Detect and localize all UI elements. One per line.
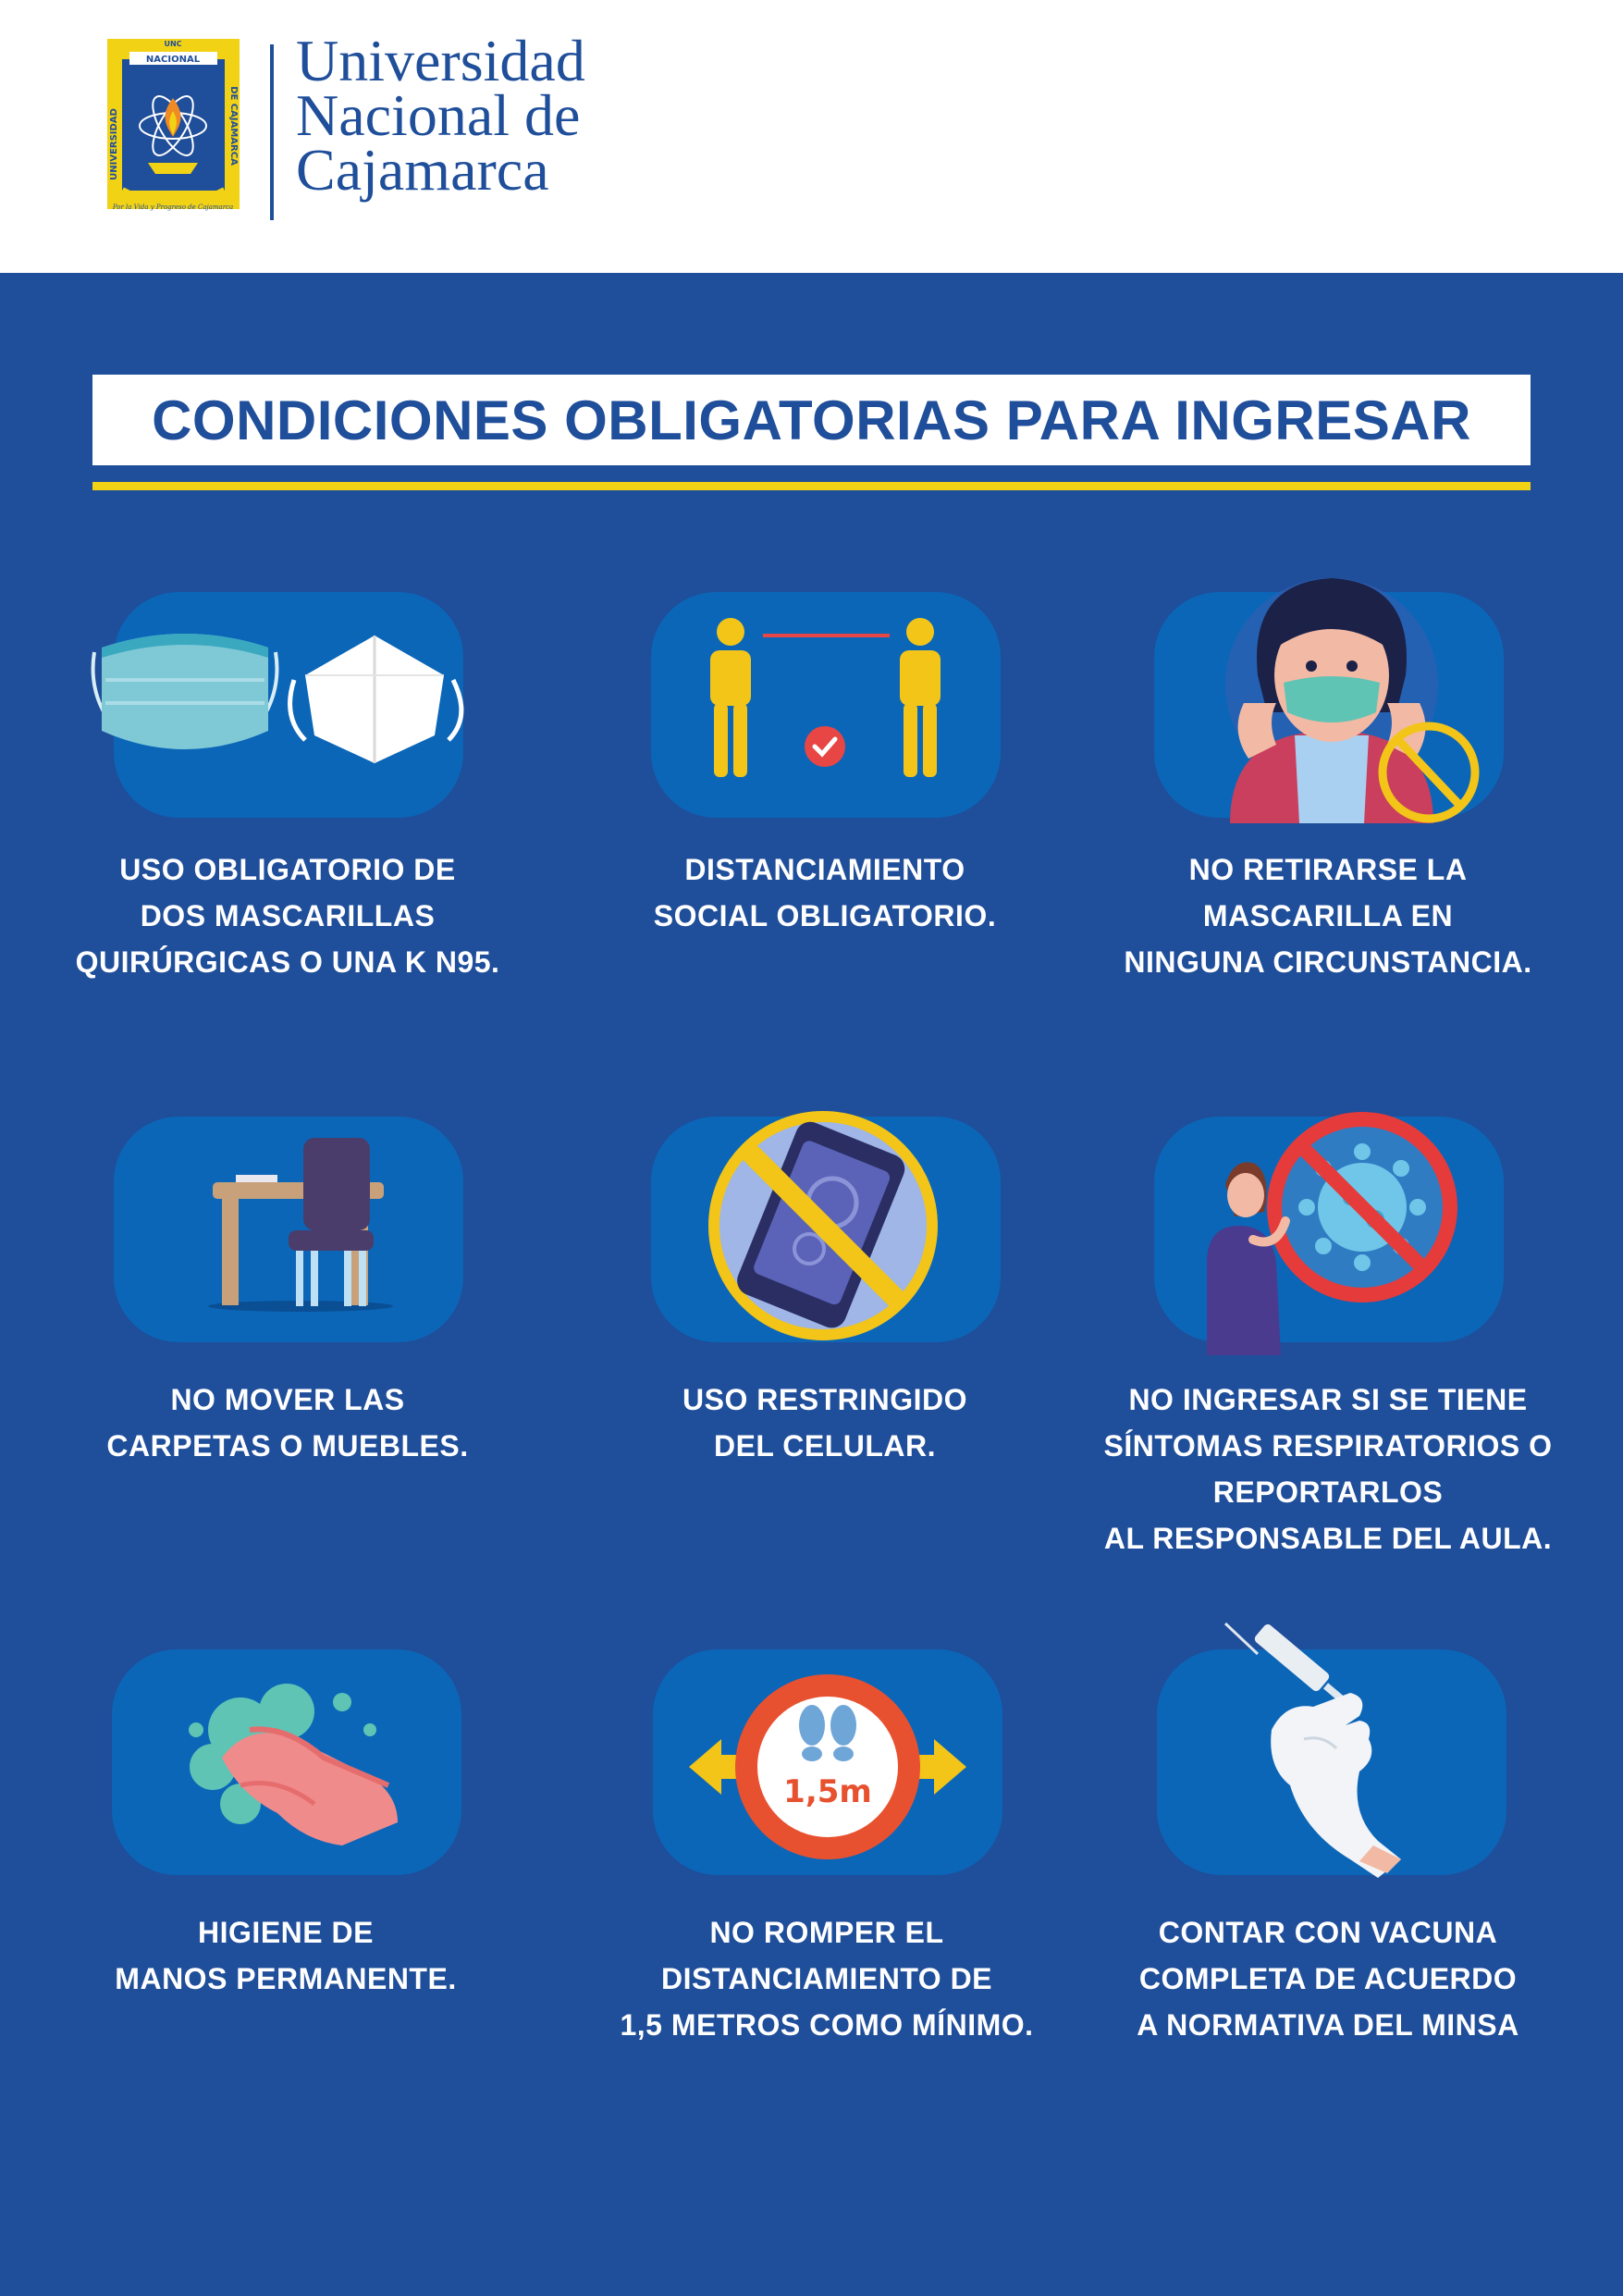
social-distancing-icon (684, 615, 971, 800)
university-name (296, 28, 585, 203)
svg-text:NACIONAL: NACIONAL (145, 55, 201, 65)
no-virus-icon (1198, 1110, 1466, 1355)
page-title: CONDICIONES OBLIGATORIAS PARA INGRESAR (152, 389, 1471, 451)
distance-badge: 1,5m (783, 1773, 872, 1810)
svg-text:Por la Vida y Progreso de Caja: Por la Vida y Progreso de Cajamarca (112, 204, 234, 211)
caption-virus: NO INGRESAR SI SE TIENE SÍNTOMAS RESPIRATORIOS O REPORTARLOS AL RESPONSABLE DEL AULA. (1103, 1383, 1553, 1555)
university-name-line-1: Universidad (296, 28, 585, 93)
caption-handwash: HIGIENE DE MANOS PERMANENTE. (115, 1916, 457, 1995)
caption-distance: NO ROMPER EL DISTANCIAMIENTO DE 1,5 METROS COMO MÍNIMO. (620, 1916, 1034, 2042)
title-underline (92, 482, 1531, 490)
desk-chair-icon (203, 1138, 398, 1314)
caption-vaccine: CONTAR CON VACUNA COMPLETA DE ACUERDO A NORMATIVA DEL MINSA (1137, 1916, 1519, 2042)
caption-masks: USO OBLIGATORIO DE DOS MASCARILLAS QUIRÚRGICAS O UNA K N95. (75, 853, 500, 979)
hand-washing-icon (185, 1674, 416, 1859)
title-banner (92, 375, 1531, 465)
university-name-line-3: Cajamarca (296, 137, 549, 203)
svg-text:DE CAJAMARCA: DE CAJAMARCA (228, 86, 239, 166)
caption-keep-mask: NO RETIRARSE LA MASCARILLA EN NINGUNA CIRCUNSTANCIA. (1124, 853, 1532, 979)
university-name-line-2: Nacional de (296, 82, 581, 148)
university-crest-logo (102, 33, 245, 228)
svg-text:UNC: UNC (164, 40, 182, 48)
keep-mask-on-icon (1193, 574, 1507, 823)
distance-marker-icon (684, 1665, 971, 1869)
caption-phone: USO RESTRINGIDO DEL CELULAR. (682, 1383, 967, 1463)
face-masks-icon (83, 624, 490, 800)
caption-desk: NO MOVER LAS CARPETAS O MUEBLES. (106, 1383, 469, 1463)
caption-distancing: DISTANCIAMIENTO SOCIAL OBLIGATORIO. (653, 853, 997, 932)
svg-text:UNIVERSIDAD: UNIVERSIDAD (109, 108, 119, 180)
no-phone-icon (707, 1110, 939, 1341)
header (0, 0, 1623, 273)
logo-divider (270, 44, 274, 220)
vaccine-syringe-icon (1221, 1619, 1424, 1878)
main-panel (0, 273, 1623, 2296)
